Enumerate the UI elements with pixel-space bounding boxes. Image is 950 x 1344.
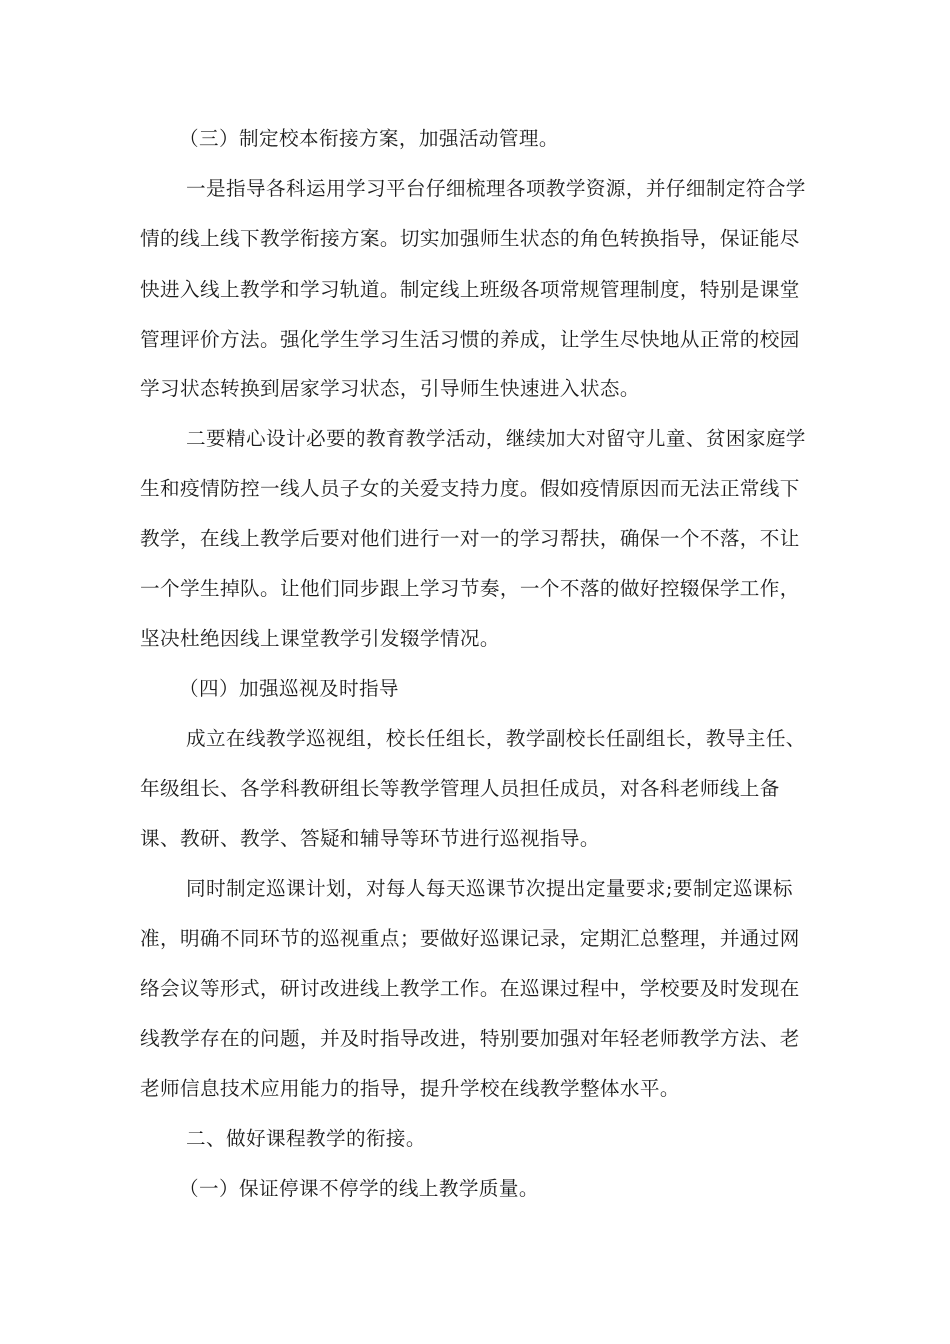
subsection-heading-one: （一）保证停课不停学的线上教学质量。 (179, 1177, 539, 1200)
paragraph-line: 教学，在线上教学后要对他们进行一对一的学习帮扶，确保一个不落，不让 (140, 527, 800, 550)
paragraph-line: 快进入线上教学和学习轨道。制定线上班级各项常规管理制度，特别是课堂 (140, 278, 800, 301)
paragraph-line: 学习状态转换到居家学习状态，引导师生快速进入状态。 (140, 377, 640, 400)
paragraph-line: 同时制定巡课计划，对每人每天巡课节次提出定量要求;要制定巡课标 (186, 877, 793, 900)
paragraph-line: 情的线上线下教学衔接方案。切实加强师生状态的角色转换指导，保证能尽 (140, 227, 800, 250)
paragraph-line: 一是指导各科运用学习平台仔细梳理各项教学资源，并仔细制定符合学 (186, 177, 806, 200)
paragraph-line: 老师信息技术应用能力的指导，提升学校在线教学整体水平。 (140, 1077, 680, 1100)
paragraph-line: 准，明确不同环节的巡视重点；要做好巡课记录，定期汇总整理，并通过网 (140, 927, 800, 950)
paragraph-line: 年级组长、各学科教研组长等教学管理人员担任成员，对各科老师线上备 (140, 777, 780, 800)
paragraph-line: 成立在线教学巡视组，校长任组长，教学副校长任副组长，教导主任、 (186, 727, 806, 750)
paragraph-line: 二要精心设计必要的教育教学活动，继续加大对留守儿童、贫困家庭学 (186, 427, 806, 450)
paragraph-line: 一个学生掉队。让他们同步跟上学习节奏，一个不落的做好控辍保学工作， (140, 577, 800, 600)
section-heading-two: 二、做好课程教学的衔接。 (186, 1127, 426, 1150)
paragraph-line: 线教学存在的问题，并及时指导改进，特别要加强对年轻老师教学方法、老 (140, 1027, 800, 1050)
section-heading-four: （四）加强巡视及时指导 (179, 677, 399, 700)
paragraph-line: 络会议等形式，研讨改进线上教学工作。在巡课过程中，学校要及时发现在 (140, 977, 800, 1000)
paragraph-line: 坚决杜绝因线上课堂教学引发辍学情况。 (140, 627, 500, 650)
section-heading-three: （三）制定校本衔接方案，加强活动管理。 (179, 127, 559, 150)
paragraph-line: 生和疫情防控一线人员子女的关爱支持力度。假如疫情原因而无法正常线下 (140, 477, 800, 500)
paragraph-line: 课、教研、教学、答疑和辅导等环节进行巡视指导。 (140, 827, 600, 850)
paragraph-line: 管理评价方法。强化学生学习生活习惯的养成，让学生尽快地从正常的校园 (140, 328, 800, 351)
